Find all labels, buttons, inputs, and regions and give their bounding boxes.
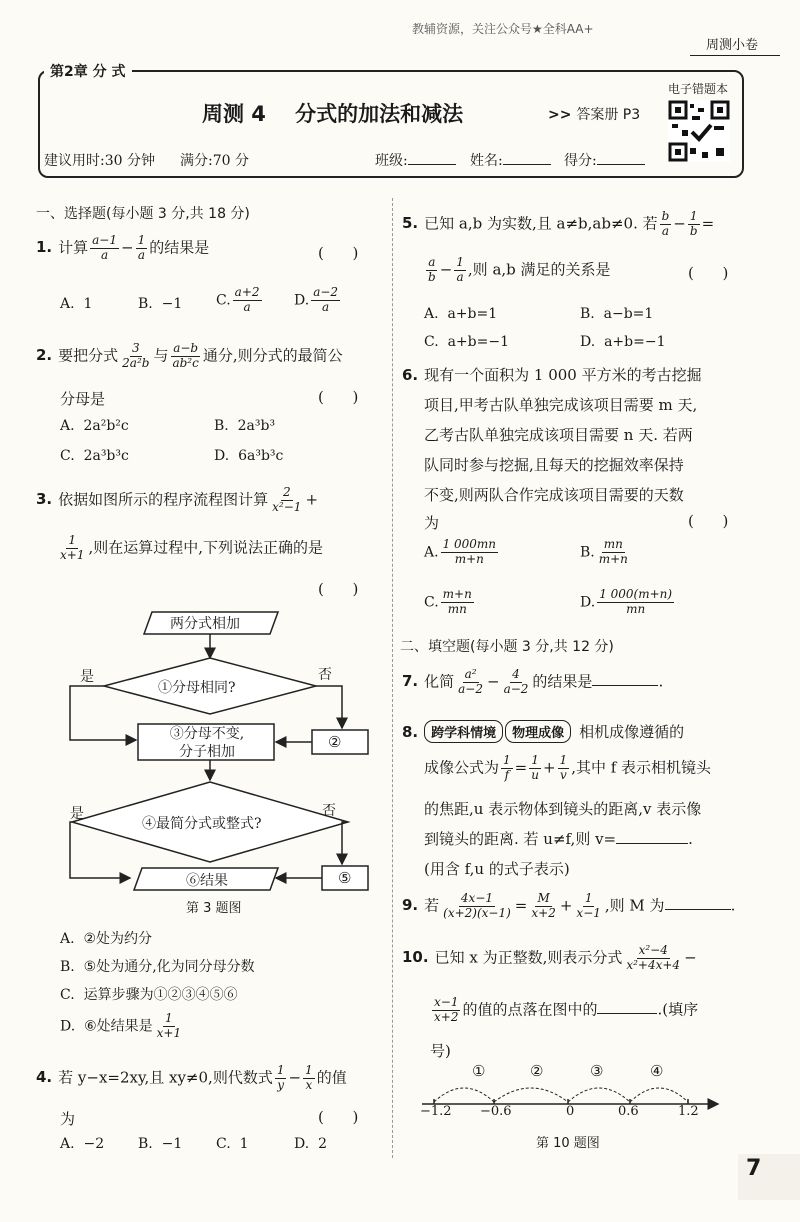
tick-label: 0.6: [618, 1104, 639, 1119]
header-tag: 周测小卷: [706, 38, 759, 53]
q1-option-b[interactable]: B. −1: [138, 296, 183, 312]
q5-option-c[interactable]: C. a+b=−1: [424, 334, 509, 350]
q10-line-3: 号): [430, 1042, 451, 1060]
q2-option-c[interactable]: C. 2a³b³c: [60, 448, 129, 464]
flow-step-3: ③分母不变, 分子相加: [169, 726, 245, 760]
flow-start: 两分式相加: [170, 616, 240, 632]
q6-line-2: 项目,甲考古队单独完成该项目需要 m 天,: [424, 396, 698, 414]
double-chevron-icon: >>: [548, 107, 577, 123]
q4-option-b[interactable]: B. −1: [138, 1136, 183, 1152]
q6-option-c[interactable]: C. $\frac{m+n}{mn}$: [424, 587, 472, 616]
q3-stem: 3. 依据如图所示的程序流程图计算 $\frac{2}{\text{x²−1}}$ +: [36, 485, 319, 514]
q9-answer-blank[interactable]: [665, 895, 731, 910]
q3-option-a[interactable]: A. ②处为约分: [60, 931, 153, 947]
score-field[interactable]: 得分:: [564, 150, 645, 170]
name-field[interactable]: 姓名:: [470, 150, 551, 170]
answer-ref: >> 答案册 P3: [548, 107, 641, 123]
chapter-label: 第2章 分 式: [44, 61, 132, 81]
region-label: ②: [530, 1062, 544, 1080]
q8-line-1: 8. 跨学科情境 物理成像 相机成像遵循的: [402, 720, 684, 743]
q5-stem-cont: $\frac{a}{b}$ − $\frac{1}{a}$ ,则 a,b 满足的关系是: [428, 255, 611, 284]
q6-option-a[interactable]: A. $\frac{1 000mn}{m+n}$: [424, 537, 497, 566]
q5-option-d[interactable]: D. a+b=−1: [580, 334, 666, 350]
q2-option-b[interactable]: B. 2a³b³: [214, 418, 276, 434]
flow-decision-1: ①分母相同?: [158, 680, 236, 696]
flow-step-5: ⑤: [338, 869, 352, 887]
q5-answer-paren[interactable]: ( ): [688, 264, 729, 282]
header-rule: [690, 55, 780, 56]
q10-line-1: 10. 已知 x 为正整数,则表示分式 $\frac{\text{x²−4}}{\text{x²+4x+4}}$ −: [402, 943, 697, 972]
qr-label: 电子错题本: [668, 82, 729, 96]
flow-decision-4: ④最简分式或整式?: [142, 816, 262, 832]
q4-option-a[interactable]: A. −2: [60, 1136, 105, 1152]
q1-option-c[interactable]: C. $\frac{a+2}{a}$: [216, 285, 260, 314]
q3-answer-paren[interactable]: ( ): [318, 580, 359, 598]
flow-yes-1: 是: [80, 669, 94, 685]
q2-option-a[interactable]: A. 2a²b²c: [60, 418, 129, 434]
q6-line-6: 为: [424, 514, 440, 532]
section-1-title: 一、选择题(每小题 3 分,共 18 分): [36, 206, 250, 222]
tag-physics: 物理成像: [505, 720, 571, 743]
q2-stem: 2. 要把分式 $\frac{3}{\text{2a²b}}$ 与 $\frac{a-b}{\text{ab²c}}$ 通分,则分式的最简公: [36, 341, 343, 370]
flow-yes-2: 是: [70, 806, 84, 822]
q2-option-d[interactable]: D. 6a³b³c: [214, 448, 284, 464]
q6-answer-paren[interactable]: ( ): [688, 512, 729, 530]
flow-no-1: 否: [318, 667, 332, 683]
time-label: 建议用时:30 分钟: [44, 153, 155, 169]
class-field[interactable]: 班级:: [375, 150, 456, 170]
tick-label: 1.2: [678, 1104, 699, 1119]
promo-text: 教辅资源，关注公众号★全科AA+: [412, 22, 594, 36]
q4-option-d[interactable]: D. 2: [294, 1136, 327, 1152]
q5-stem: 5. 已知 a,b 为实数,且 a≠b,ab≠0. 若 $\frac{b}{a}$ − $\frac{1}{b}$ =: [402, 209, 715, 238]
q8-line-4: 到镜头的距离. 若 u≠f,则 v= .: [424, 830, 693, 848]
q4-answer-paren[interactable]: ( ): [318, 1108, 359, 1126]
q6-line-3: 乙考古队单独完成该项目需要 n 天. 若两: [424, 426, 693, 444]
q6-line-5: 不变,则两队合作完成该项目需要的天数: [424, 486, 684, 504]
tick-label: −1.2: [420, 1104, 452, 1119]
q3-figure-caption: 第 3 题图: [186, 901, 242, 916]
q7-stem: 7. 化简 $\frac{\text{a²}}{a-2}$ − $\frac{4}{a-2}$ 的结果是 .: [402, 667, 664, 696]
q9-stem: 9. 若 $\frac{4x-1}{(x+2)(x-1)}$ = $\frac{M}{x+2}$ + $\frac{1}{x-1}$ ,则 M 为 .: [402, 891, 736, 920]
q1-stem: 1. 计算 $\frac{a-1}{a}$ − $\frac{1}{a}$ 的结果是: [36, 233, 210, 262]
q10-line-2: $\frac{x-1}{x+2}$ 的值的点落在图中的 .(填序: [434, 995, 699, 1024]
q6-option-b[interactable]: B. $\frac{mn}{m+n}$: [580, 537, 628, 566]
q7-answer-blank[interactable]: [592, 671, 658, 686]
number-line-labels: [418, 1064, 728, 1134]
q5-option-b[interactable]: B. a−b=1: [580, 306, 654, 322]
flow-step-6: ⑥结果: [186, 873, 228, 889]
q1-option-d[interactable]: D. $\frac{a-2}{a}$: [294, 285, 339, 314]
q3-option-d[interactable]: D. ⑥处结果是 $\frac{1}{x+1}$: [60, 1011, 182, 1040]
page-title: 周测 4 分式的加法和减法: [202, 102, 464, 126]
section-2-title: 二、填空题(每小题 3 分,共 12 分): [400, 639, 614, 655]
q2-answer-paren[interactable]: ( ): [318, 388, 359, 406]
q4-stem-cont: 为: [60, 1110, 76, 1128]
q6-line-4: 队同时参与挖掘,且每天的挖掘效率保持: [424, 456, 684, 474]
tick-label: 0: [566, 1104, 575, 1119]
column-divider: [392, 198, 393, 1158]
qr-code-icon[interactable]: [668, 100, 730, 162]
q3-option-c[interactable]: C. 运算步骤为①②③④⑤⑥: [60, 987, 238, 1003]
q1-answer-paren[interactable]: ( ): [318, 244, 359, 262]
fraction: $\frac{a-1}{a}$: [92, 233, 117, 262]
q8-answer-blank[interactable]: [616, 829, 688, 844]
q3-stem-cont: $\frac{1}{x+1}$ ,则在运算过程中,下列说法正确的是: [60, 533, 324, 562]
region-label: ①: [472, 1062, 486, 1080]
q2-stem-cont: 分母是: [60, 390, 106, 408]
q6-line-1: 6. 现有一个面积为 1 000 平方米的考古挖掘: [402, 366, 702, 384]
region-label: ③: [590, 1062, 604, 1080]
q8-line-2: 成像公式为 $\frac{1}{f}$ = $\frac{1}{u}$ + $\frac{1}{v}$ ,其中 f 表示相机镜头: [424, 753, 712, 782]
q4-option-c[interactable]: C. 1: [216, 1136, 249, 1152]
q4-stem: 4. 若 y−x=2xy,且 xy≠0,则代数式 $\frac{1}{y}$ − $\frac{1}{x}$ 的值: [36, 1063, 347, 1092]
q1-option-a[interactable]: A. 1: [60, 296, 93, 312]
q6-option-d[interactable]: D. $\frac{1 000(m+n)}{mn}$: [580, 587, 673, 616]
q3-option-b[interactable]: B. ⑤处为通分,化为同分母分数: [60, 959, 255, 975]
q5-option-a[interactable]: A. a+b=1: [424, 306, 498, 322]
score-label: 满分:70 分: [180, 153, 249, 169]
q10-answer-blank[interactable]: [597, 999, 657, 1014]
fraction: $\frac{1}{a}$: [137, 233, 146, 262]
region-label: ④: [650, 1062, 664, 1080]
flow-step-2: ②: [328, 733, 342, 751]
q10-figure-caption: 第 10 题图: [536, 1136, 600, 1151]
q8-line-5: (用含 f,u 的式子表示): [424, 860, 570, 878]
flow-no-2: 否: [322, 803, 336, 819]
tick-label: −0.6: [480, 1104, 512, 1119]
q8-line-3: 的焦距,u 表示物体到镜头的距离,v 表示像: [424, 800, 702, 818]
page-number: 7: [746, 1156, 762, 1181]
tag-interdisciplinary: 跨学科情境: [424, 720, 503, 743]
